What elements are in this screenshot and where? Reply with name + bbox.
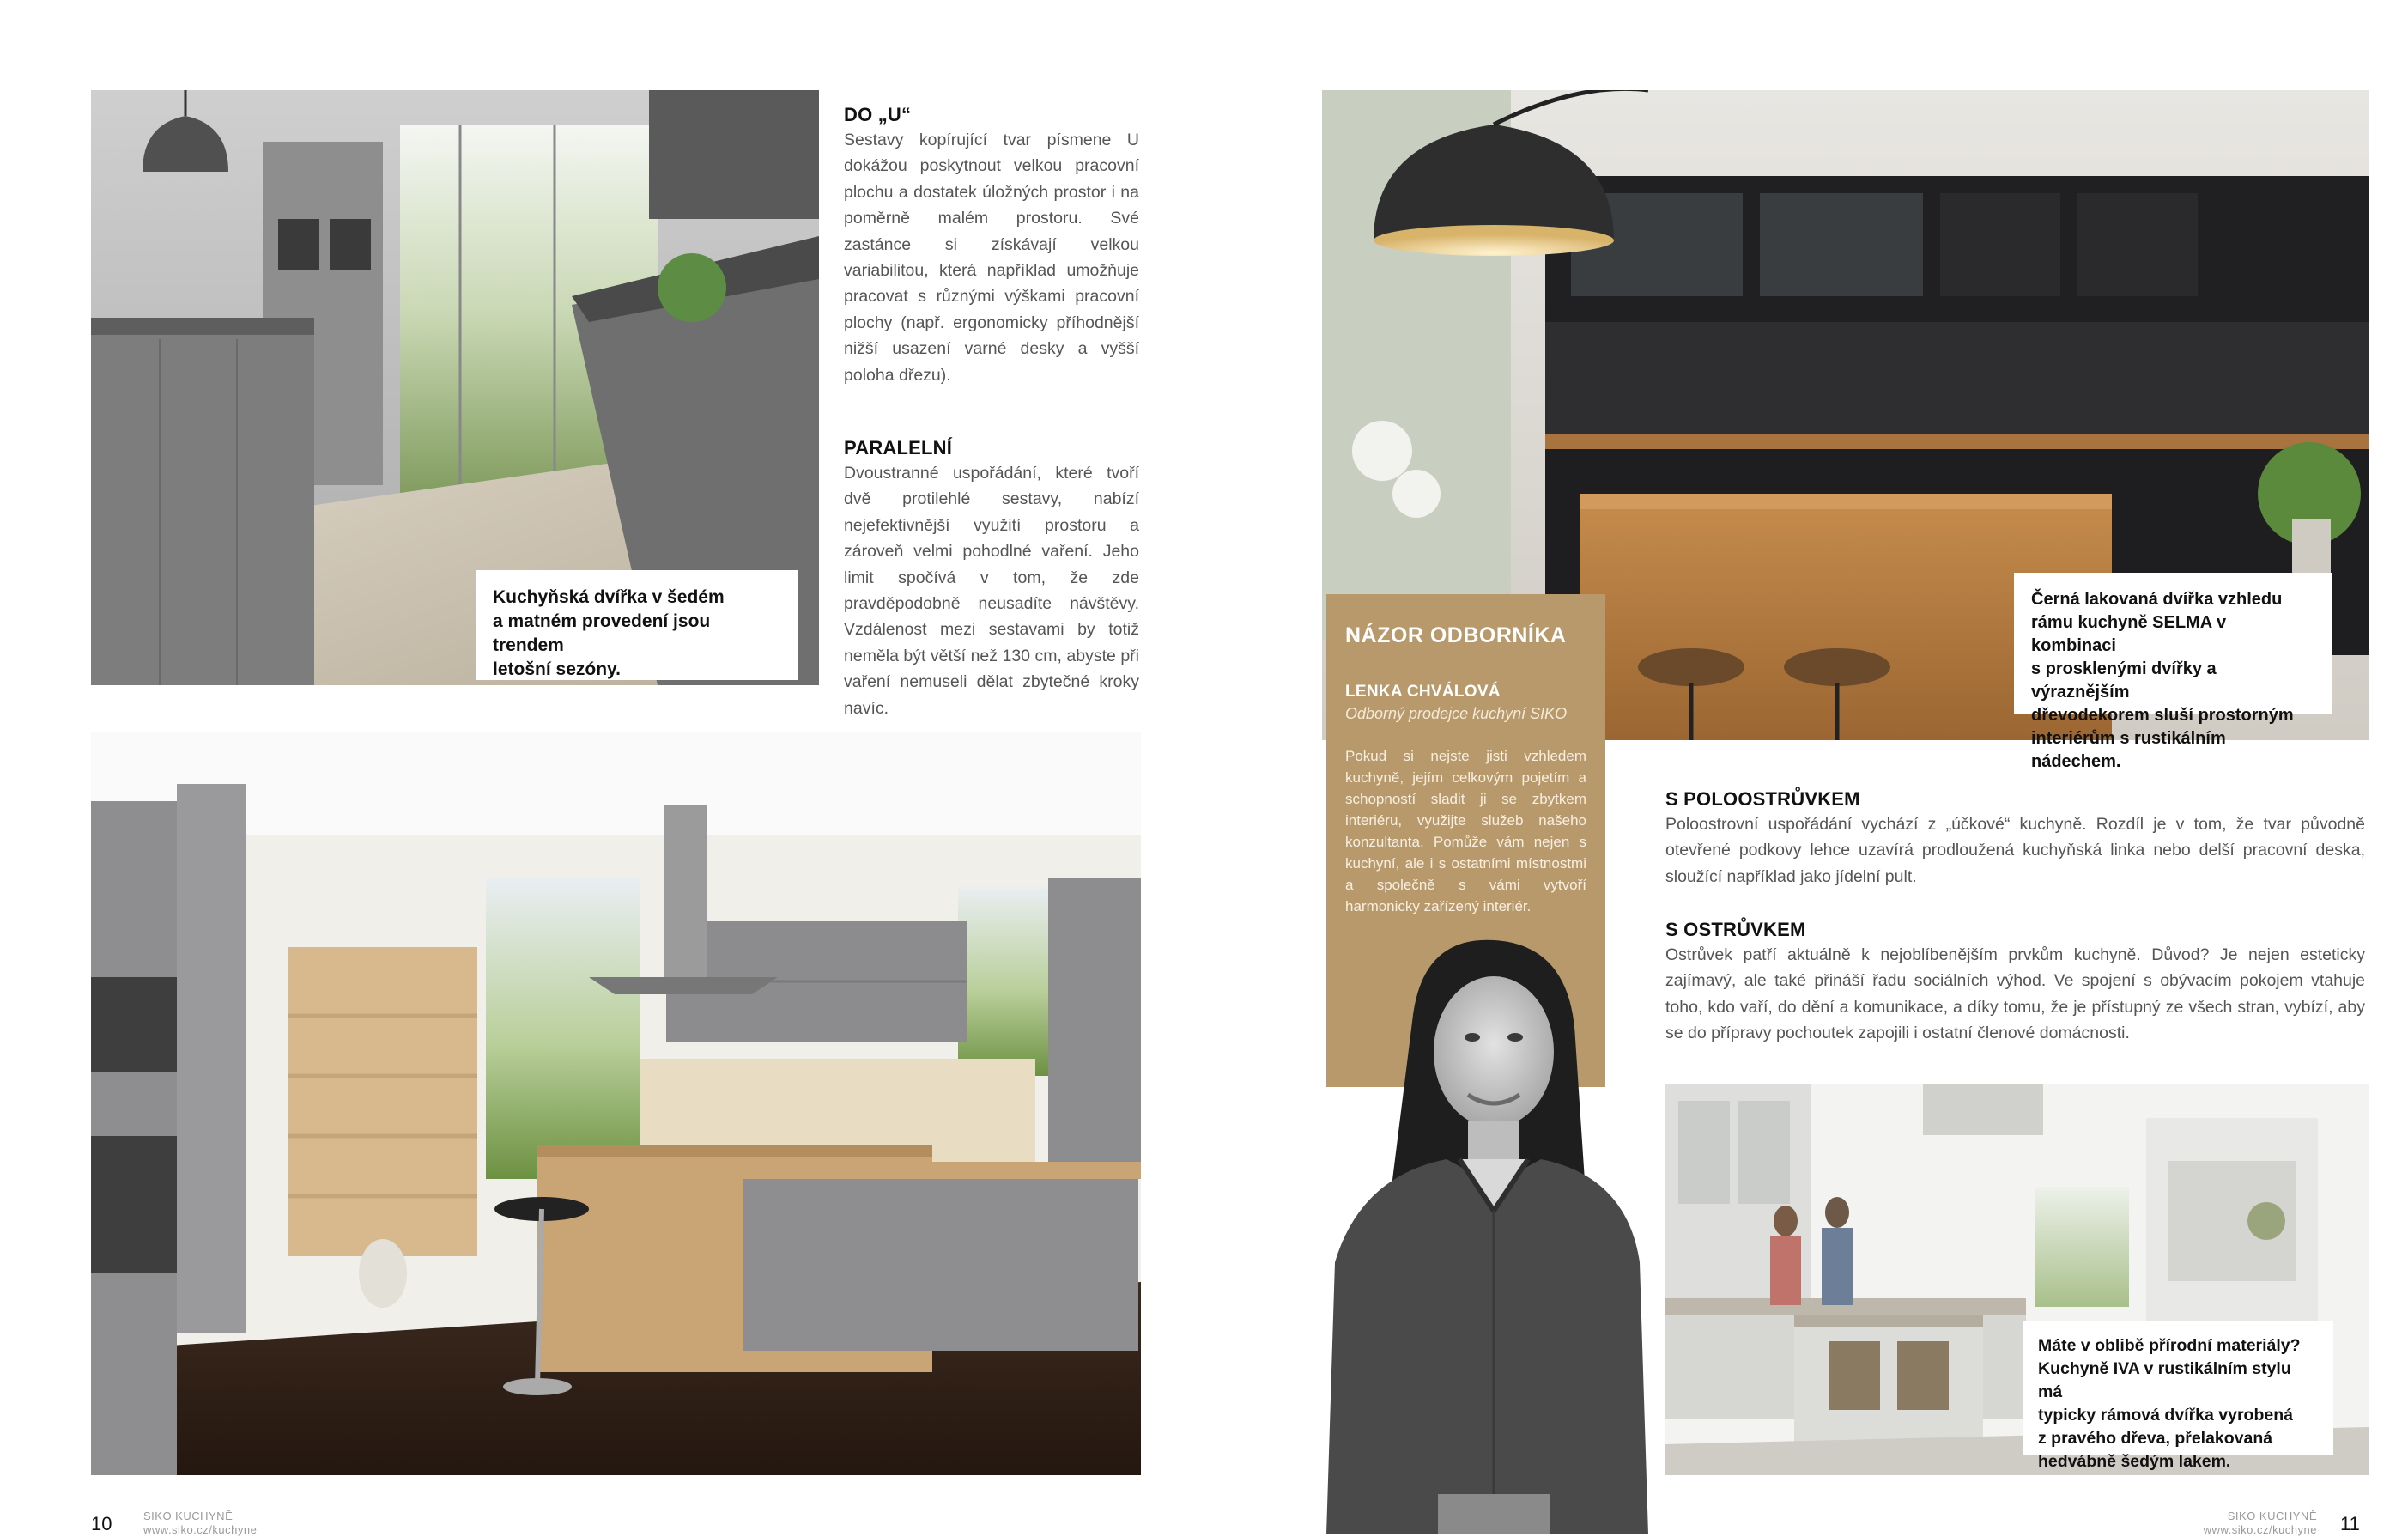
expert-role: Odborný prodejce kuchyní SIKO [1345, 705, 1568, 722]
caption-black-kitchen: Černá lakovaná dvířka vzhledu rámu kuchyně SELMA v kombinaci s prosklenými dvířky a výraznějším dřevodekorem sluší prostorným interiérům s rustikálním nádechem. [2014, 573, 2332, 714]
text-u-kitchen: Sestavy kopírující tvar písmene U dokážou poskytnout velkou pracovní plochu a dostatek úložných prostor i na poměrně malém prostoru. Své zastánce si získávají velkou variabilitou, která například umožňuje pracovat s různými výškami pracovní plochy (např. ergonomicky příhodnější nižší usazení varné desky a vyšší poloha dřezu). [844, 131, 1139, 385]
text-island-kitchen: Ostrůvek patří aktuálně k nejoblíbenějším prvkům kuchyně. Důvod? Je nejen esteticky zajímavý, ale také přináší řadu sociálních výhod. Ve spojení s obývacím pokojem vtahuje toho, kdo vaří, do dění a komunikace, a díky tomu, že je přístupný ze všech stran, vybízí, aby se do přípravy pochoutek zapojili i ostatní členové domácnosti. [1665, 945, 2365, 1043]
brand-url-left: www.siko.cz/kuchyne [143, 1523, 258, 1536]
brand-name-right: SIKO KUCHYNĚ [2227, 1510, 2317, 1522]
text-peninsula-kitchen: Poloostrovní uspořádání vychází z „účkové“ kuchyně. Rozdíl je v tom, že tvar původně otevřené podkovy lehce uzavírá prodloužená kuchyňská linka nebo delší pracovní deska, sloužící například jako jídelní pult. [1665, 815, 2365, 886]
caption-grey-kitchen: Kuchyňská dvířka v šedém a matném provedení jsou trendem letošní sezóny. [476, 570, 798, 680]
photo-u-kitchen [91, 732, 1141, 1475]
heading-peninsula-kitchen: S POLOOSTRŮVKEM [1665, 788, 1860, 810]
expert-name: LENKA CHVÁLOVÁ [1345, 683, 1501, 701]
text-parallel-kitchen: Dvoustranné uspořádání, které tvoří dvě protilehlé sestavy, nabízí nejefektivnější využití prostoru a zároveň velmi pohodlné vaření. Jeho limit spočívá v tom, že zde pravděpodobně neusadíte návštěvy. Vzdálenost mezi sestavami by totiž neměla být větší než 130 cm, abyste při vaření nemuseli dělat zbytečné kroky navíc. [844, 464, 1139, 718]
heading-island-kitchen: S OSTRŮVKEM [1665, 919, 1806, 940]
expert-text: Pokud si nejste jisti vzhledem kuchyně, jejím celkovým pojetím a schopností sladit ji se zbytkem interiéru, využijte služeb našeho konzultanta. Pomůže vám nejen s kuchyní, ale i s ostatními místnostmi a společně s vámi vytvoří harmonicky zařízený interiér. [1345, 748, 1586, 914]
heading-u-kitchen: DO „U“ [844, 104, 912, 125]
expert-title: NÁZOR ODBORNÍKA [1345, 623, 1567, 647]
brand-url-right: www.siko.cz/kuchyne [2203, 1523, 2317, 1536]
caption-natural-kitchen: Máte v oblibě přírodní materiály? Kuchyně IVA v rustikálním stylu má typicky rámová dvířka vyrobená z pravého dřeva, přelakovaná hedvábně šedým lakem. [2023, 1321, 2333, 1455]
brand-name-left: SIKO KUCHYNĚ [143, 1510, 234, 1522]
heading-parallel-kitchen: PARALELNÍ [844, 437, 953, 459]
page-number-right: 11 [2340, 1513, 2360, 1534]
page-number-left: 10 [91, 1513, 112, 1534]
photo-expert-portrait [1309, 927, 1653, 1534]
